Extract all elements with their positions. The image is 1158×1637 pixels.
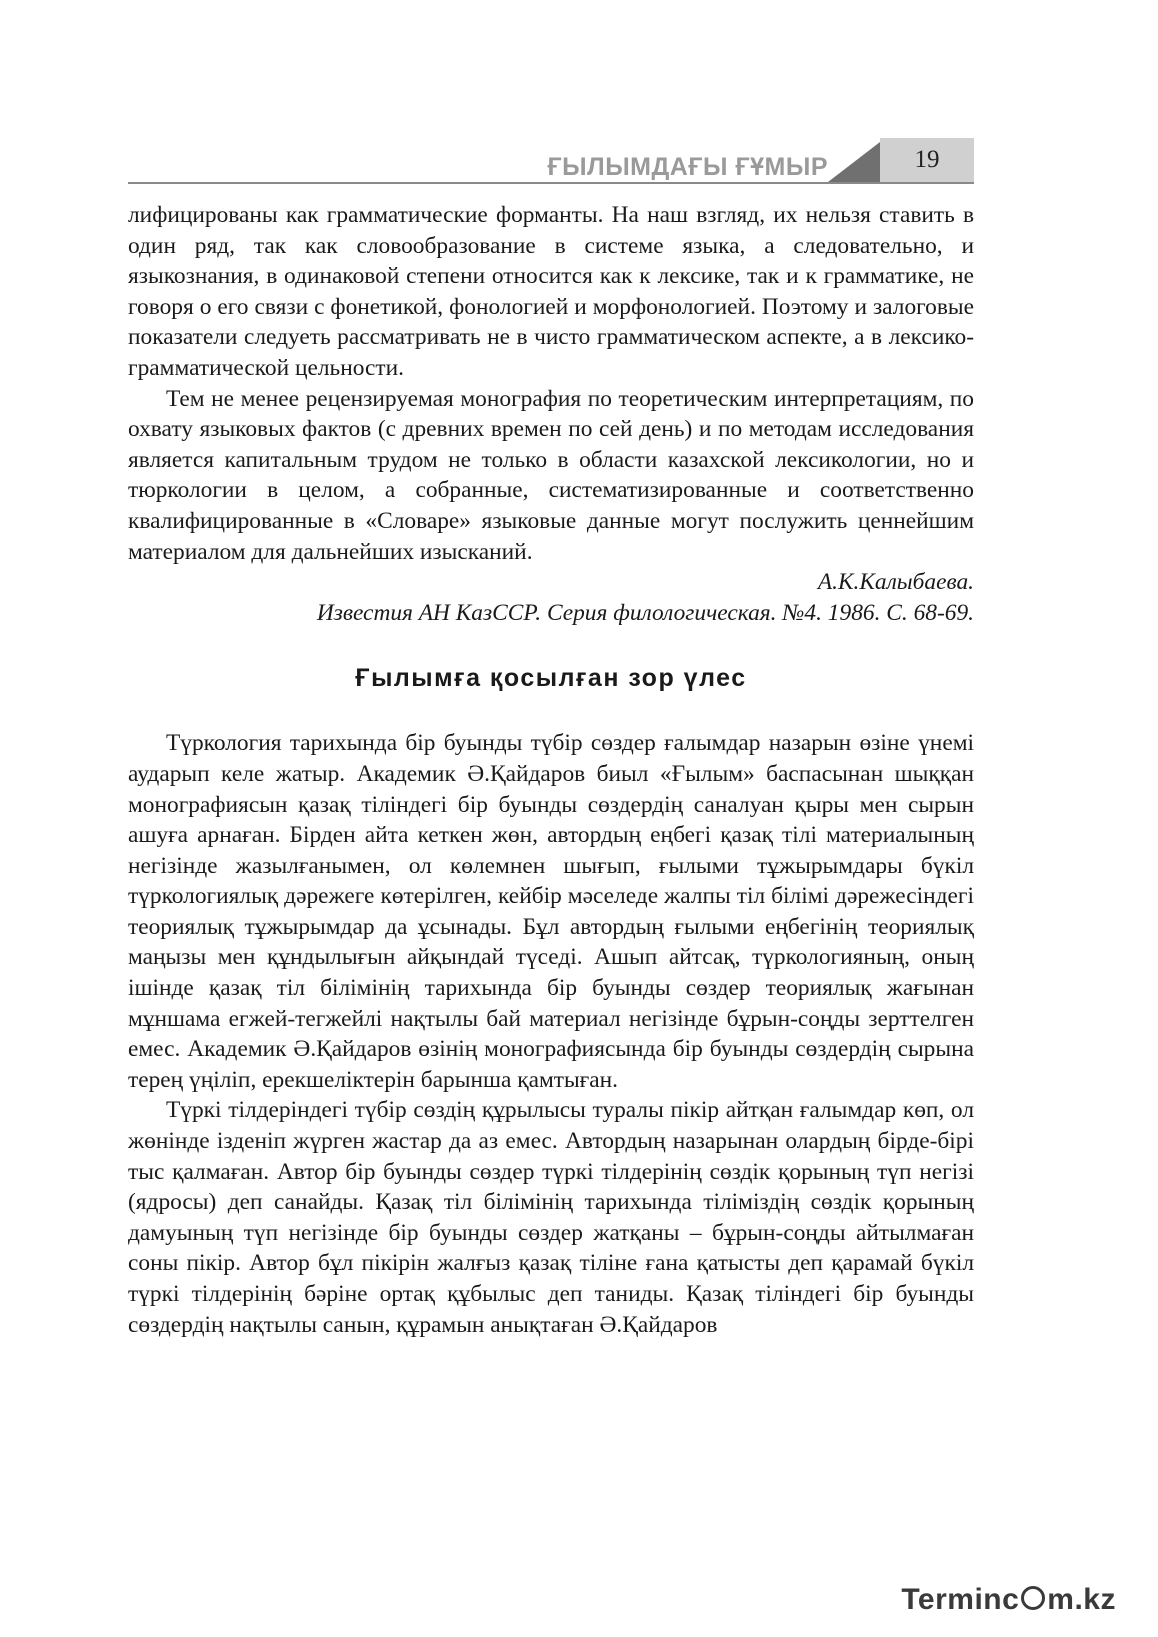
review-author: А.К.Калыбаева. bbox=[817, 569, 974, 596]
page-number: 19 bbox=[880, 138, 974, 182]
watermark-text-end: m.kz bbox=[1047, 1583, 1116, 1616]
magnifier-o-icon bbox=[1021, 1586, 1045, 1610]
section-title: Ғылымға қосылған зор үлес bbox=[355, 664, 747, 693]
section-paragraph: Түркология тарихында бір буынды түбір сөздер ғалымдар назарын өзіне үнемі аударып келе жатыр. Академик Ә.Қайдаров биыл «Ғылым» баспасынан шыққан монографиясын қазақ тіліндегі бір буынды сөздердің саналуан қыры мен сырын ашуға арнаған. Бірден айта кеткен жөн, автордың еңбегі қазақ тілі материалының негізінде жазылғанымен, ол көлемнен шығып, ғылыми тұжырымдары бүкіл түркологиялық дәрежеге көтерілген, кейбір мәселеде жалпы тіл білімі дәрежесіндегі теориялық тұжырымдар да ұсынады. Бұл автордың ғылыми еңбегінің теориялық маңызы мен құндылығын айқындай түседі. Ашып айтсақ, түркологияның, оның ішінде қазақ тіл білімінің тарихында бір буынды сөздер теориялық жағынан мұншама егжей-тегжейлі нақтылы бай материал негізінде бұрын-соңды зерттелген емес. Академик Ә.Қайдаров өзінің монографиясында бір буынды сөздердің сырына терең үңіліп, ерекшеліктерін барынша қамтыған. bbox=[128, 730, 974, 1093]
page-content bbox=[128, 200, 974, 1340]
running-title: ҒЫЛЫМДАҒЫ ҒҰМЫР bbox=[547, 153, 828, 181]
review-paragraph-continued: лифицированы как грамматические форманты. На наш взгляд, их нельзя ставить в один ряд, так как словообразование в системе языка, а следовательно, и языкознания, в одинаковой степени относится как к лексике, так и к грамматике, не говоря о его связи с фонетикой, фонологией и морфонологией. Поэтому и залоговые показатели следуеть рассматривать не в чисто грамматическом аспекте, а в лексико-грамматической цельности. bbox=[128, 202, 974, 381]
site-watermark bbox=[901, 1583, 1116, 1617]
watermark-text-start: Terminc bbox=[901, 1583, 1020, 1616]
section-paragraph: Түркі тілдеріндегі түбір сөздің құрылысы туралы пікір айтқан ғалымдар көп, ол жөнінде ізденіп жүрген жастар да аз емес. Автордың назарынан олардың бірде-бірі тыс қалмаған. Автор бір буынды сөздер түркі тілдерінің сөздік қорының түп негізі (ядросы) деп санайды. Қазақ тіл білімінің тарихында тіліміздің сөздік қорының дамуының түп негізінде бір буынды сөздер жатқаны – бұрын-соңды айтылмаған соны пікір. Автор бұл пікірін жалғыз қазақ тіліне ғана қатысты деп қарамай бүкіл түркі тілдерінің бәріне ортақ құбылыс деп таниды. Қазақ тіліндегі бір буынды сөздердің нақтылы санын, құрамын анықтаған Ә.Қайдаров bbox=[128, 1097, 974, 1338]
header-wedge-decoration bbox=[828, 142, 880, 182]
running-header bbox=[128, 136, 974, 186]
review-source: Известия АН КазССР. Серия филологическая. №4. 1986. С. 68-69. bbox=[316, 599, 974, 626]
header-rule bbox=[128, 182, 974, 184]
review-paragraph: Тем не менее рецензируемая монография по теоретическим интерпретациям, по охвату языковых фактов (с древних времен по сей день) и по методам исследования является капитальным трудом не только в области казахской лексикологии, но и тюркологии в целом, а собранные, систематизированные и соответственно квалифицированные в «Словаре» языковые данные могут послужить ценнейшим материалом для дальнейших изысканий. bbox=[128, 385, 974, 565]
